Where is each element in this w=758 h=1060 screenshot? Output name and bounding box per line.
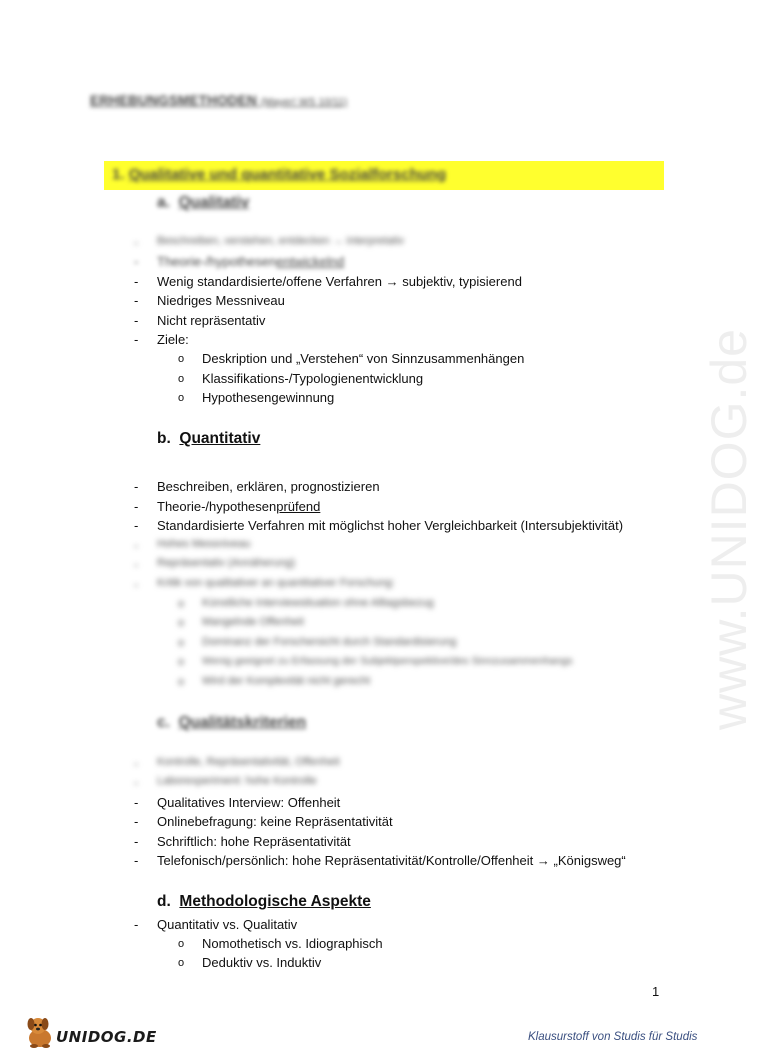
list-item: Kontrolle, Repräsentativität, Offenheit: [157, 756, 340, 768]
list-item: [157, 254, 344, 269]
bullet-circle: o: [178, 637, 185, 649]
document-title-sub: (Mayer! WS 10/11): [260, 97, 348, 108]
list-item: Onlinebefragung: keine Repräsentativität: [157, 814, 393, 829]
list-item: Beschreiben, erklären, prognostizieren: [157, 479, 380, 494]
list-item: Beschreiben, verstehen, entdecken → interpretativ: [157, 235, 405, 247]
heading-c-title: Qualitätskriterien: [178, 714, 307, 731]
list-item: Nicht repräsentativ: [157, 313, 266, 328]
bullet-circle: o: [178, 957, 185, 969]
bullet-dash: -: [134, 254, 139, 269]
heading-b: [157, 430, 260, 448]
bullet-circle: o: [178, 392, 185, 404]
section-1-number: 1.: [112, 166, 125, 183]
section-1-heading: [112, 166, 446, 183]
list-item: Niedriges Messniveau: [157, 293, 285, 308]
bullet-dash: -: [134, 557, 139, 572]
bullet-circle: o: [178, 598, 185, 610]
sub-list-item: Dominanz der Forschersicht durch Standardisierung: [202, 636, 457, 648]
bullet-circle: o: [178, 373, 185, 385]
heading-c-letter: c.: [157, 714, 170, 731]
list-item: Quantitativ vs. Qualitativ: [157, 917, 298, 932]
bullet-circle: o: [178, 676, 185, 688]
watermark: www.UNIDOG.de: [701, 328, 757, 730]
bullet-dash: -: [134, 577, 139, 592]
bullet-dash: -: [134, 235, 139, 250]
bullet-circle: o: [178, 617, 185, 629]
heading-a: [157, 194, 249, 212]
logo-text: UNIDOG.DE: [56, 1028, 157, 1046]
bullet-dash: -: [134, 332, 139, 347]
bullet-dash: -: [134, 518, 139, 533]
document-title: [90, 93, 347, 108]
bullet-dash: -: [134, 756, 139, 771]
sub-list-item: Wenig geeignet zu Erfassung der Subjektperspektive/des Sinnzusammenhangs: [202, 655, 573, 667]
footer-tagline: Klausurstoff von Studis für Studis: [528, 1031, 698, 1043]
bullet-circle: o: [178, 938, 185, 950]
heading-d-letter: d.: [157, 893, 171, 910]
list-item: Repräsentativ (Annäherung): [157, 557, 296, 569]
bullet-circle: o: [178, 353, 185, 365]
bullet-dash: -: [134, 814, 139, 829]
list-item: Qualitatives Interview: Offenheit: [157, 795, 341, 810]
bullet-dash: -: [134, 499, 139, 514]
heading-b-title: Quantitativ: [179, 430, 261, 447]
list-item: Wenig standardisierte/offene Verfahren → subjektiv, typisierend: [157, 274, 522, 289]
sub-list-item: Klassifikations-/Typologienentwicklung: [202, 371, 424, 386]
bullet-dash: -: [134, 479, 139, 494]
bullet-dash: -: [134, 775, 139, 790]
list-item: Ziele:: [157, 332, 189, 347]
sub-list-item: Deskription und „Verstehen“ von Sinnzusammenhängen: [202, 351, 525, 366]
list-item: Kritik von qualitativer an quantitativer Forschung:: [157, 577, 395, 589]
list-item: Standardisierte Verfahren mit möglichst hoher Vergleichbarkeit (Intersubjektivität): [157, 518, 624, 533]
list-item-text: Theorie-/hypothesen: [157, 254, 277, 269]
heading-a-letter: a.: [157, 194, 170, 211]
bullet-dash: -: [134, 274, 139, 289]
list-item: Laborexperiment: hohe Kontrolle: [157, 775, 317, 787]
heading-b-letter: b.: [157, 430, 171, 447]
sub-list-item: Hypothesengewinnung: [202, 390, 335, 405]
list-item: Hohes Messniveau: [157, 538, 251, 550]
sub-list-item: Künstliche Interviewsituation ohne Alltagsbezug: [202, 597, 434, 609]
document-title-main: ERHEBUNGSMETHODEN: [90, 93, 257, 108]
sub-list-item: Nomothetisch vs. Idiographisch: [202, 936, 383, 951]
heading-c: [157, 714, 306, 732]
bullet-dash: -: [134, 293, 139, 308]
list-item: Telefonisch/persönlich: hohe Repräsentativität/Kontrolle/Offenheit → „Königsweg“: [157, 853, 626, 868]
heading-d-title: Methodologische Aspekte: [179, 893, 371, 910]
list-item-underlined: entwickelnd: [276, 254, 345, 269]
sub-list-item: Deduktiv vs. Induktiv: [202, 955, 322, 970]
list-item-text: Theorie-/hypothesen: [157, 499, 277, 514]
sub-list-item: Wird der Komplexität nicht gerecht: [202, 675, 371, 687]
page-number: 1: [652, 984, 660, 999]
list-item: Schriftlich: hohe Repräsentativität: [157, 834, 351, 849]
section-1-title: Qualitative und quantitative Sozialforschung: [128, 166, 447, 183]
list-item-underlined: prüfend: [276, 499, 321, 514]
bullet-dash: -: [134, 834, 139, 849]
bullet-dash: -: [134, 538, 139, 553]
heading-a-title: Qualitativ: [178, 194, 250, 211]
bullet-dash: -: [134, 795, 139, 810]
footer-logo: [22, 1014, 157, 1050]
bullet-dash: -: [134, 917, 139, 932]
bullet-circle: o: [178, 656, 185, 668]
sub-list-item: Mangelnde Offenheit: [202, 616, 304, 628]
bullet-dash: -: [134, 313, 139, 328]
list-item: [157, 499, 320, 514]
bullet-dash: -: [134, 853, 139, 868]
heading-d: [157, 893, 371, 911]
